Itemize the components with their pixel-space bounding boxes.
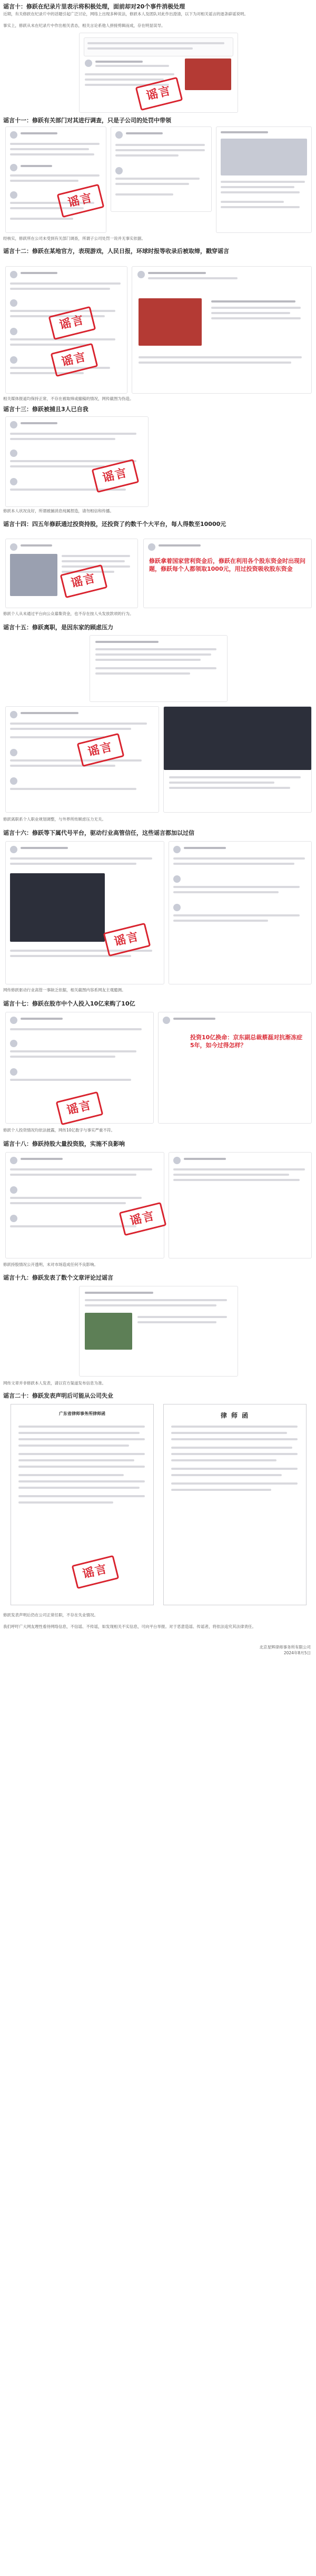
section-heading: 谣言十五：修跃离职，是因东家的顾虑压力 — [3, 624, 113, 631]
screenshot-panel — [79, 33, 238, 113]
paragraph: 相关媒体报道均保持正常，不存在被取缔或撤稿的情况，网传截图为伪造。 — [3, 396, 134, 401]
section-heading: 谣言十七：修跃在股市中个人投入10亿来购了10亿 — [3, 1000, 135, 1007]
paragraph: 修跃发表声明后仍在公司正常任职，不存在失业情况。 — [3, 1613, 98, 1617]
callout-text: 投资10亿换命：京东副总裁蔡磊对抗渐冻症5年，如今过得怎样？ — [190, 1034, 303, 1049]
document-title: 广东省律师事务所律师函 — [59, 1411, 105, 1416]
letter-document — [163, 1404, 307, 1605]
screenshot-panel — [132, 266, 312, 394]
rumor-stamp: 谣言 — [56, 1091, 104, 1125]
quote-box — [84, 37, 233, 56]
paragraph: 网传修跃驱动行业高管一事缺乏依据，相关截图内容系网友主观臆测。 — [3, 988, 126, 992]
footer-org: 北京星辉律师事务所有限公司 — [259, 1645, 311, 1650]
section-heading: 谣言十：修跃在纪录片里表示将积极处理，面前却对20个事件消极处理 — [3, 3, 185, 10]
document-title: 律 师 函 — [220, 1412, 250, 1419]
screenshot-panel — [169, 841, 312, 984]
video-thumbnail — [185, 58, 231, 90]
section-heading: 谣言十一：修跃有关部门对其进行调查，只是子公司的处罚中带领 — [3, 117, 171, 124]
paragraph: 修跃个人投资情况均依法披露，网传10亿数字与事实严重不符。 — [3, 1128, 115, 1133]
section-heading: 谣言十三：修跃被捕且3人已自我 — [3, 406, 88, 413]
rumor-stamp: 谣言 — [119, 1202, 167, 1236]
footer-date: 2024年8月5日 — [283, 1651, 311, 1655]
paragraph: 修跃持股情况公开透明，未对市场造成任何不良影响。 — [3, 1262, 98, 1267]
paragraph: 修跃个人从未通过平台向公众募集资金，也不存在按人头发放款项的行为。 — [3, 611, 134, 616]
screenshot-panel — [163, 706, 312, 813]
section-heading: 谣言二十：修跃发表声明后可能从公司失业 — [3, 1392, 113, 1399]
paragraph: 网传文章并非修跃本人发表，请以官方渠道发布信息为准。 — [3, 1381, 106, 1385]
rumor-stamp: 谣言 — [48, 306, 96, 340]
rumor-stamp: 谣言 — [60, 564, 108, 598]
rumor-stamp: 谣言 — [57, 184, 105, 218]
rumor-stamp: 谣言 — [51, 343, 98, 377]
rumor-stamp: 谣言 — [77, 733, 125, 767]
screenshot-panel — [90, 635, 228, 702]
callout-text: 修跃拿着国家营利资金后，修跃在利用各个股东资金时出现问题，修跃每个人都领取1000元，用过投资吸收股东资金 — [149, 558, 305, 572]
screenshot-panel — [143, 539, 312, 608]
section-heading: 谣言十八：修跃持股大量投资股，实施不良影响 — [3, 1140, 125, 1147]
section-heading: 谣言十四：四五年修跃通过投资持股，还投资了约数千个大平台，每人得数至10000元 — [3, 521, 226, 528]
section-heading: 谣言十九：修跃发表了数个文章评论过谣言 — [3, 1274, 113, 1281]
rumor-stamp: 谣言 — [103, 923, 151, 957]
paragraph: 修跃离职系个人职业规划调整，与外界所传顾虑压力无关。 — [3, 817, 106, 822]
screenshot-panel — [158, 1012, 312, 1124]
section-heading: 谣言十六：修跃等下属代号平台，驱动行业高管信任，这些谣言都加以过信 — [3, 830, 194, 836]
screenshot-panel — [216, 126, 312, 233]
paragraph: 近期，有关修跃在纪录片中的话题引起广泛讨论，网络上出现多种说法，修跃本人及团队对此作出澄清，以下为对相关谣言的逐条辟谣说明。 — [3, 12, 248, 16]
screenshot-panel — [79, 1286, 238, 1377]
footer — [260, 1644, 311, 1656]
paragraph: 经核实，修跃所在公司未受到有关部门调查，所谓子公司处罚一说并无事实依据。 — [3, 236, 145, 241]
section-heading: 谣言十二：修跃在某地官方，表现游戏，人民日报，环球时报等收录后被取缔，戳穿谣言 — [3, 248, 229, 255]
screenshot-panel — [111, 126, 212, 212]
rumor-stamp: 谣言 — [135, 77, 183, 111]
screenshot-panel — [169, 1152, 312, 1258]
rumor-stamp: 谣言 — [92, 459, 140, 493]
closing-paragraph: 我们呼吁广大网友理性看待网络信息，不信谣、不传谣，如发现相关不实信息，可向平台举报。对于恶意造谣、传谣者，将依法追究其法律责任。 — [3, 1624, 256, 1629]
paragraph: 修跃本人状况良好，所谓被捕消息纯属捏造，请勿相信和传播。 — [3, 509, 114, 513]
paragraph: 事实上，修跃从未在纪录片中作出相关表态，相关言论系他人拼接剪辑而成，存在明显误导。 — [3, 23, 165, 28]
screenshot-panel — [5, 841, 164, 984]
screenshot-panel — [5, 1152, 164, 1258]
avatar — [85, 60, 92, 67]
rumor-stamp: 谣言 — [72, 1555, 120, 1589]
screenshot-panel — [5, 126, 106, 233]
